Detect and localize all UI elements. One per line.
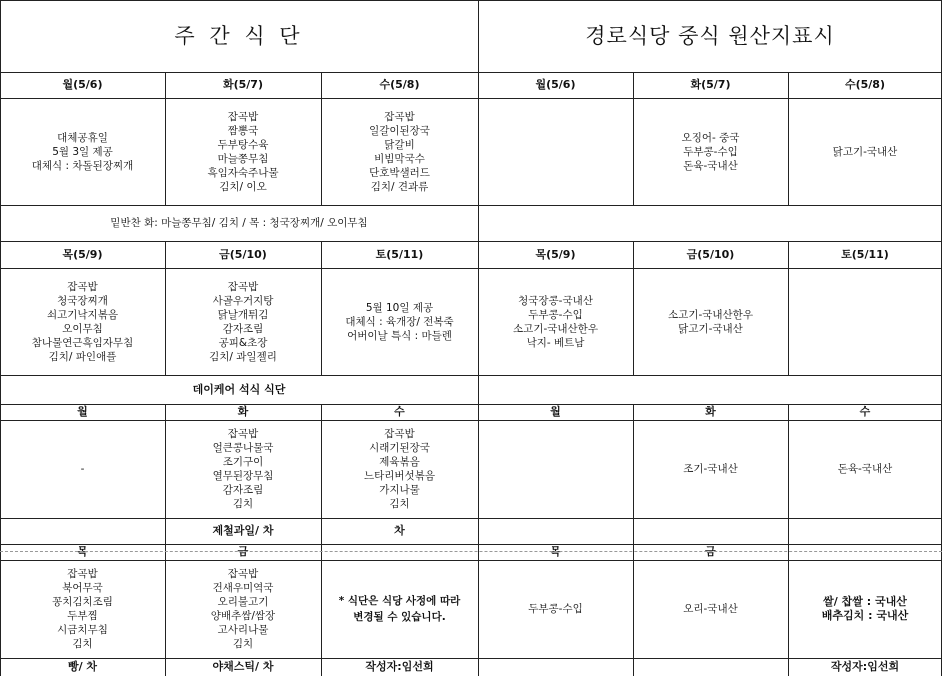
menu-cell — [321, 268, 478, 375]
daycare-menu-cell-line: 가지나물 — [379, 484, 420, 496]
menu-cell — [165, 268, 321, 375]
daycare-origin-cell — [633, 420, 788, 518]
daycare-title: 데이케어 석식 식단 — [192, 382, 286, 396]
daycare-menu-cell-line: 제육볶음 — [379, 456, 420, 468]
daycare-menu-cell-line: 김치 — [232, 638, 254, 650]
menu-cell — [0, 98, 165, 205]
weekly-menu-title: 주 간 식 단 — [174, 24, 304, 48]
daycare-menu-cell — [0, 560, 165, 658]
menu-cell-line: 잡곡밥 — [384, 110, 415, 123]
menu-cell-line: 쇠고기낙지볶음 — [46, 308, 118, 321]
daycare-menu-cell-line: 꽁치김치조림 — [52, 596, 113, 608]
menu-cell-line: 일갈이된장국 — [369, 124, 430, 137]
daycare-snack: 빵/ 차 — [67, 660, 98, 673]
daycare-menu-cell-line: 오리불고기 — [217, 596, 269, 608]
daycare-day-header: 목 — [77, 545, 88, 558]
grid-line — [0, 404, 942, 405]
grid-line — [0, 375, 942, 376]
day-header: 금(5/10) — [219, 247, 267, 261]
grid-line — [0, 72, 942, 73]
author-label: 작성자:임선희 — [365, 660, 434, 673]
day-header: 토(5/11) — [375, 247, 424, 261]
grid-line — [0, 0, 1, 676]
menu-cell-line: 비빔막국수 — [374, 152, 425, 165]
daycare-menu-cell — [321, 420, 478, 518]
notice-text-line: * 식단은 식당 사정에 따라 — [338, 595, 461, 607]
side-dish-note: 밑반찬 화: 마늘쫑무침/ 김치 / 목 : 청국장찌개/ 오이무침 — [110, 217, 368, 229]
grid-line — [478, 0, 479, 676]
menu-cell-line: 두부탕수육 — [217, 138, 269, 151]
notice-text — [321, 560, 478, 658]
notice-text-line: 변경될 수 있습니다. — [353, 611, 446, 623]
menu-cell-line: 김치/ 과일젤리 — [209, 350, 277, 363]
daycare-origin-day-header: 금 — [705, 545, 716, 558]
menu-cell-line: 잡곡밥 — [227, 110, 259, 123]
menu-cell-line: 청국장찌개 — [57, 294, 108, 307]
origin-day-header: 토(5/11) — [841, 247, 889, 261]
menu-cell-line: 김치/ 파인애플 — [48, 350, 117, 363]
page-break-line — [0, 551, 942, 552]
grid-line — [0, 0, 942, 1]
daycare-origin-day-header: 월 — [550, 405, 561, 418]
grid-line — [321, 72, 322, 205]
grid-line — [788, 404, 789, 676]
grid-line — [0, 560, 942, 561]
daycare-origin-cell — [788, 420, 942, 518]
menu-cell-line: 대체식 : 육개장/ 전복죽 — [345, 315, 454, 328]
author-label-right: 작성자:임선희 — [830, 660, 900, 673]
daycare-day-header: 월 — [77, 405, 88, 418]
origin-cell — [478, 98, 633, 205]
daycare-menu-cell-line: 얼큰콩나물국 — [212, 442, 274, 454]
day-header: 화(5/7) — [222, 78, 263, 91]
daycare-menu-cell-line: 시래기된장국 — [369, 442, 430, 454]
daycare-menu-cell-line: 건새우미역국 — [212, 582, 274, 594]
grid-line — [0, 544, 942, 545]
daycare-day-header: 수 — [394, 405, 405, 418]
origin-cell-line: 청국장콩-국내산 — [518, 294, 593, 307]
grid-line — [788, 72, 789, 205]
day-header: 수(5/8) — [379, 78, 420, 91]
daycare-snack: 제철과일/ 차 — [212, 524, 274, 537]
daycare-origin-cell-line: 돈육-국내산 — [837, 463, 893, 475]
daycare-menu-cell — [0, 420, 165, 518]
daycare-snack: 야채스틱/ 차 — [212, 660, 274, 673]
origin-cell-line: 돈육-국내산 — [683, 159, 738, 172]
daycare-menu-cell-line: 느타리버섯볶음 — [363, 470, 435, 482]
menu-cell-line: 김치/ 이오 — [219, 180, 267, 193]
grid-line — [0, 98, 942, 99]
grid-line — [788, 241, 789, 375]
origin-cell-line: 소고기-국내산한우 — [513, 322, 598, 335]
daycare-origin-cell-line: 두부콩-수입 — [528, 603, 583, 615]
daycare-menu-cell-line: 열무된장무침 — [212, 470, 274, 482]
grid-line — [0, 420, 942, 421]
daycare-origin-day-header: 수 — [859, 405, 871, 418]
origin-cell-line: 닭고기-국내산 — [832, 145, 898, 158]
daycare-menu-cell — [165, 560, 321, 658]
grid-line — [321, 404, 322, 676]
daycare-origin-cell-line: 오리-국내산 — [683, 603, 738, 615]
daycare-menu-cell-line: 양배추쌈/쌈장 — [210, 610, 276, 622]
origin-day-header: 수(5/8) — [844, 78, 885, 91]
menu-cell-line: 단호박샐러드 — [369, 166, 430, 179]
grid-line — [0, 205, 942, 206]
daycare-menu-cell-line: 고사리나물 — [217, 624, 269, 636]
daycare-origin-day-header: 화 — [705, 405, 716, 418]
grid-line — [165, 72, 166, 205]
daycare-menu-cell-line: 북어무국 — [62, 582, 103, 594]
menu-cell-line: 대체공휴일 — [57, 131, 108, 144]
menu-cell-line: 마늘쫑무침 — [217, 152, 269, 165]
menu-cell-line: 닭날개튀김 — [217, 308, 269, 321]
origin-cell-line: 소고기-국내산한우 — [668, 308, 753, 321]
grid-line — [0, 658, 942, 659]
daycare-origin-day-header: 목 — [550, 545, 561, 558]
grid-line — [633, 72, 634, 205]
menu-cell-line: 사골우거지탕 — [212, 294, 274, 307]
daycare-menu-cell-line: 잡곡밥 — [384, 428, 415, 440]
daycare-menu-cell-line: 조기구이 — [222, 456, 264, 468]
grid-line — [0, 518, 942, 519]
menu-cell-line: 5월 3일 제공 — [52, 145, 113, 158]
menu-cell — [321, 98, 478, 205]
menu-cell-line: 잡곡밥 — [227, 280, 259, 293]
rice-origin-line: 배추김치 : 국내산 — [821, 609, 909, 622]
origin-day-header: 화(5/7) — [690, 78, 731, 91]
daycare-menu-cell-line: 잡곡밥 — [67, 568, 98, 580]
day-header: 월(5/6) — [62, 78, 103, 91]
grid-line — [0, 268, 942, 269]
origin-day-header: 목(5/9) — [535, 247, 576, 261]
origin-day-header: 금(5/10) — [686, 247, 735, 261]
menu-cell-line: 흑임자숙주나물 — [207, 166, 279, 179]
grid-line — [0, 241, 942, 242]
grid-line — [633, 404, 634, 676]
menu-cell-line: 참나물연근흑임자무침 — [31, 336, 134, 349]
menu-cell-line: 어버이날 특식 : 마들렌 — [347, 329, 452, 342]
menu-cell — [0, 268, 165, 375]
daycare-snack: 차 — [394, 524, 405, 537]
grid-line — [165, 241, 166, 375]
rice-origin-line: 쌀/ 찹쌀 : 국내산 — [823, 595, 907, 608]
daycare-menu-cell-line: 감자조림 — [222, 484, 264, 496]
daycare-menu-cell — [165, 420, 321, 518]
menu-cell-line: 5월 10일 제공 — [365, 301, 434, 314]
daycare-day-header: 화 — [237, 405, 249, 418]
day-header: 목(5/9) — [62, 247, 103, 261]
menu-cell-line: 공피&초장 — [218, 336, 268, 349]
origin-cell-line: 두부콩-수입 — [528, 308, 583, 321]
daycare-origin-cell-line: 조기-국내산 — [683, 463, 738, 475]
menu-cell-line: 닭갈비 — [384, 138, 415, 151]
origin-cell — [788, 268, 942, 375]
origin-cell — [633, 98, 788, 205]
grid-line — [165, 404, 166, 676]
menu-cell-line: 잡곡밥 — [67, 280, 98, 293]
origin-cell-line: 낙지- 베트남 — [526, 336, 585, 349]
daycare-origin-cell — [478, 420, 633, 518]
origin-cell-line: 오징어- 중국 — [681, 131, 740, 144]
menu-cell-line: 감자조림 — [222, 322, 264, 335]
origin-cell — [788, 98, 942, 205]
origin-cell — [478, 268, 633, 375]
rice-origin — [788, 560, 942, 658]
origin-cell — [633, 268, 788, 375]
daycare-origin-cell — [478, 560, 633, 658]
origin-cell-line: 두부콩-수입 — [683, 145, 738, 158]
daycare-menu-cell-line: 김치 — [389, 498, 410, 510]
daycare-menu-cell-line: 잡곡밥 — [227, 428, 259, 440]
menu-cell-line: 짬뽕국 — [227, 124, 259, 137]
daycare-origin-cell — [633, 560, 788, 658]
daycare-day-header: 금 — [237, 545, 249, 558]
daycare-menu-cell-line: 김치 — [232, 498, 254, 510]
grid-line — [321, 241, 322, 375]
origin-cell-line: 닭고기-국내산 — [678, 322, 743, 335]
origin-title: 경로식당 중식 원산지표시 — [585, 24, 835, 48]
menu-cell-line: 오이무침 — [62, 322, 103, 335]
daycare-menu-cell-line: 김치 — [72, 638, 93, 650]
grid-line — [633, 241, 634, 375]
daycare-menu-cell-line: 시금치무침 — [57, 624, 108, 636]
daycare-menu-cell-line: 두부찜 — [67, 610, 98, 622]
daycare-menu-cell-line: 잡곡밥 — [227, 568, 259, 580]
origin-day-header: 월(5/6) — [535, 78, 576, 91]
daycare-snack — [0, 518, 165, 544]
menu-cell — [165, 98, 321, 205]
menu-cell-line: 김치/ 견과류 — [370, 180, 429, 193]
daycare-menu-cell-line: - — [80, 463, 85, 475]
menu-cell-line: 대체식 : 차돌된장찌개 — [31, 159, 134, 172]
